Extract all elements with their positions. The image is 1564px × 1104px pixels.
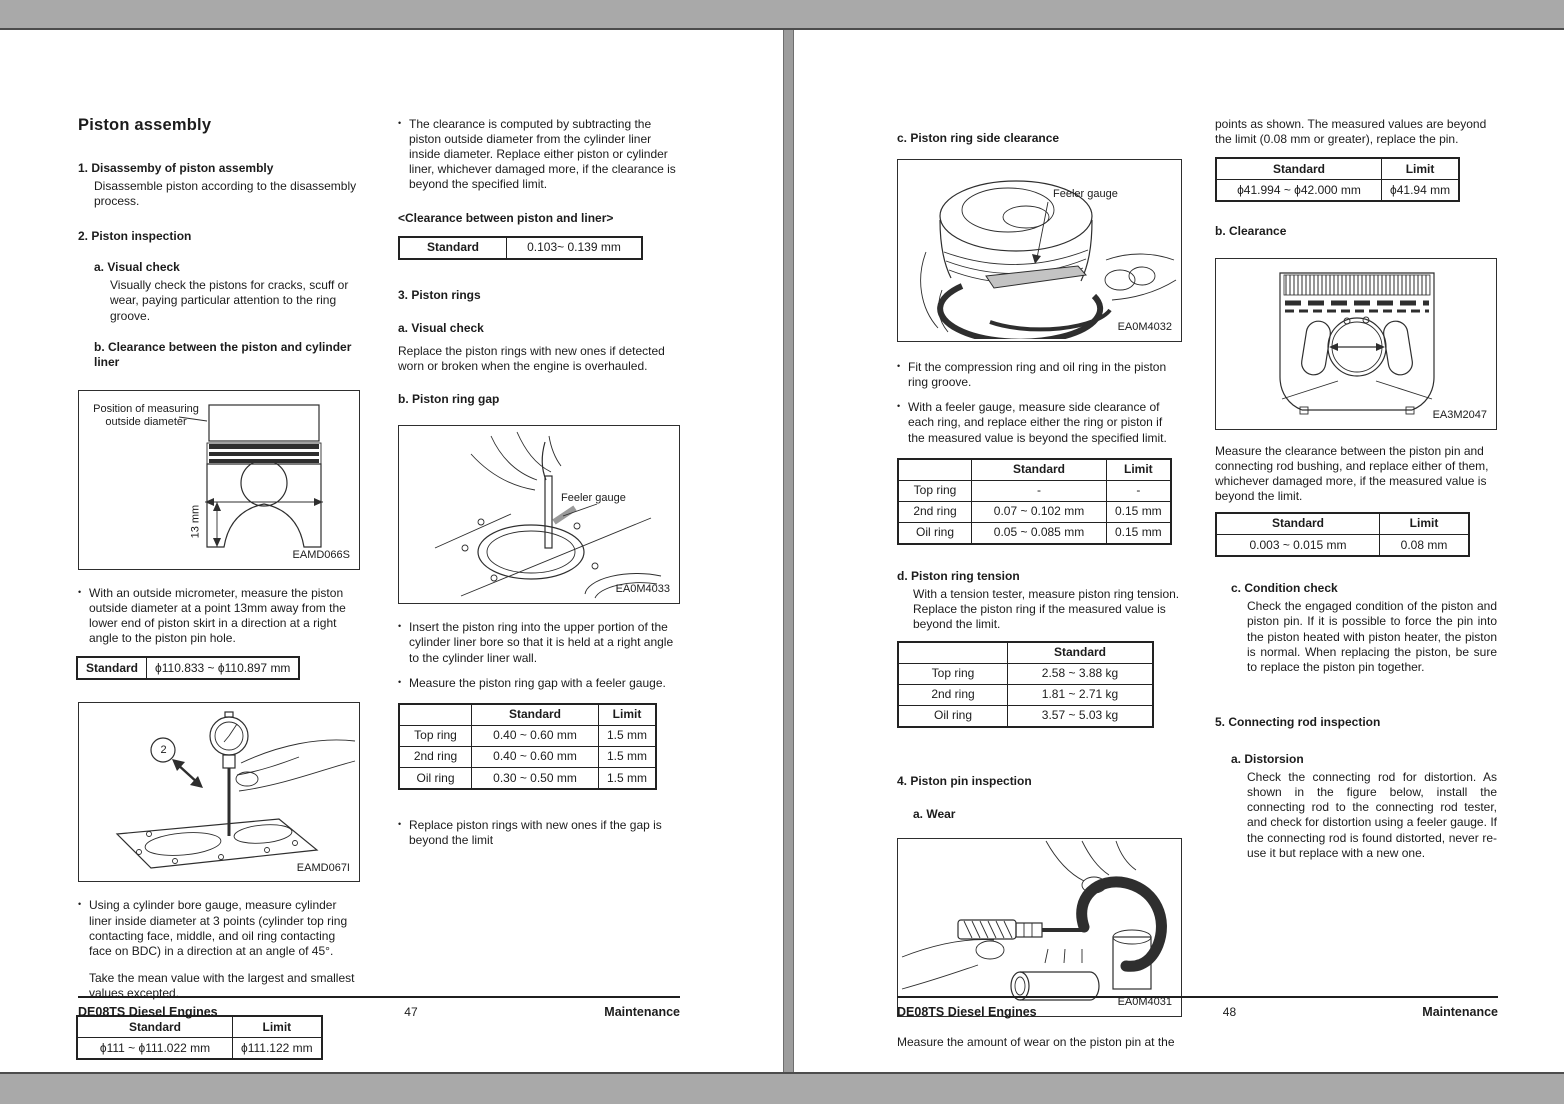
paragraph-points-as-shown: points as shown. The measured values are beyond the limit (0.08 mm or greater), replace the pin.	[1215, 117, 1487, 147]
footer-book-title: DE08TS Diesel Engines	[897, 1005, 1037, 1019]
figure-code: EA0M4032	[1117, 321, 1172, 334]
top-chrome	[0, 0, 1564, 30]
table-value: 0.07 ~ 0.102 mm	[972, 501, 1107, 522]
section-c2-body: Check the engaged condition of the piston and piston pin. If it is possible to force the pin into the piston heated with piston heater, the piston is normal. When replacing the piston, be sure to replace the piston pin together.	[1247, 599, 1497, 674]
table-value: ϕ111.122 mm	[233, 1038, 322, 1060]
section-3a-body: Replace the piston rings with new ones if detected worn or broken when the engine is overhauled.	[398, 343, 665, 374]
table-value: 1.5 mm	[599, 725, 657, 746]
row-label: 2nd ring	[898, 684, 1008, 705]
table-value: 2.58 ~ 3.88 kg	[1008, 663, 1154, 684]
figure-annotation: Feeler gauge	[1053, 188, 1118, 201]
table-header-standard: Standard	[472, 704, 599, 726]
section-5-heading: 5. Connecting rod inspection	[1215, 714, 1381, 729]
bullet-replace-rings: • Replace piston rings with new ones if the gap is beyond the limit	[398, 818, 680, 848]
figure-code: EAMD066S	[292, 549, 350, 562]
piston-feeler-drawing	[898, 160, 1181, 339]
dimension-label: 13 mm	[189, 504, 202, 539]
page-footer	[897, 996, 1498, 1019]
row-label: Top ring	[399, 725, 472, 746]
callout-number: 2	[160, 744, 167, 757]
table-value: 0.15 mm	[1107, 522, 1171, 544]
section-5a-heading: a. Distorsion	[1231, 751, 1304, 766]
figure-code: EA0M4033	[615, 583, 670, 596]
table-value: 0.40 ~ 0.60 mm	[472, 725, 599, 746]
page-footer	[78, 996, 680, 1019]
paragraph-pin-bushing-clearance: Measure the clearance between the piston pin and connecting rod bushing, and replace either of them, whichever damaged more, if the measured value is beyond the limit.	[1215, 443, 1489, 503]
footer-book-title: DE08TS Diesel Engines	[78, 1005, 218, 1019]
table-header-standard: Standard	[399, 237, 507, 259]
row-label: 2nd ring	[898, 501, 972, 522]
bullet-outside-micrometer: • With an outside micrometer, measure the piston outside diameter at a point 13mm away from the lower end of piston skirt in a direction at a right angle to the piston pin hole.	[78, 586, 360, 646]
micrometer-drawing	[898, 839, 1181, 1014]
figure-code: EA0M4031	[1117, 996, 1172, 1009]
paragraph-mean-value: Take the mean value with the largest and smallest values excepted.	[89, 970, 355, 1000]
table-value: -	[972, 480, 1107, 501]
right-column-1	[897, 117, 1182, 1058]
section-2a-body: Visually check the pistons for cracks, scuff or wear, paying particular attention to the ring groove.	[110, 278, 349, 323]
footer-page-number: 48	[1222, 1005, 1237, 1019]
piston-section-drawing	[1216, 259, 1496, 427]
table-header-limit: Limit	[599, 704, 657, 726]
section-3b-heading: b. Piston ring gap	[398, 392, 500, 407]
section-4-heading: 4. Piston pin inspection	[897, 773, 1032, 788]
bullet-feeler-side-clearance: • With a feeler gauge, measure side clearance of each ring, and replace either the ring or piston if the measured value is beyond the specified limit.	[897, 400, 1182, 445]
feeler-gauge-bore-drawing	[399, 426, 679, 601]
bullet-insert-ring: • Insert the piston ring into the upper portion of the cylinder liner bore so that it is held at a right angle to the cylinder liner wall.	[398, 620, 680, 665]
page-title: Piston assembly	[78, 116, 212, 134]
page-right	[794, 30, 1564, 1072]
row-label: 2nd ring	[399, 746, 472, 767]
ring-gap-table	[398, 703, 657, 790]
section-3-heading: 3. Piston rings	[398, 287, 481, 302]
side-clearance-table	[897, 458, 1172, 545]
row-label: Oil ring	[898, 522, 972, 544]
section-c-heading: c. Piston ring side clearance	[897, 131, 1060, 145]
section-3a-heading: a. Visual check	[398, 320, 484, 335]
footer-section: Maintenance	[604, 1005, 680, 1019]
section-5a-body: Check the connecting rod for distortion. As shown in the figure below, install the connecting rod to the connecting rod tester, and check for distortion using a feeler gauge. If the connecting rod is found distorted, never re-use it but replace with a new one.	[1247, 770, 1497, 860]
page-left	[0, 30, 783, 1072]
table-value: 0.05 ~ 0.085 mm	[972, 522, 1107, 544]
bullet-fit-rings: • Fit the compression ring and oil ring in the piston ring groove.	[897, 360, 1182, 390]
pin-wear-table	[1215, 157, 1460, 202]
table-header-standard: Standard	[1008, 642, 1154, 664]
table-value: 1.5 mm	[599, 746, 657, 767]
bore-gauge-drawing	[79, 703, 359, 879]
table-header-standard: Standard	[77, 657, 147, 679]
ring-tension-table	[897, 641, 1154, 728]
section-b-heading: b. Clearance	[1215, 224, 1287, 239]
table-value: 0.08 mm	[1380, 535, 1470, 557]
table-value: ϕ111 ~ ϕ111.022 mm	[77, 1038, 233, 1060]
pin-clearance-table	[1215, 512, 1470, 557]
table-header-standard: Standard	[77, 1016, 233, 1038]
section-1-body: Disassemble piston according to the disassembly process.	[94, 178, 357, 208]
right-column-2	[1215, 117, 1497, 863]
table-value: 0.103~ 0.139 mm	[507, 237, 643, 259]
section-1-heading: 1. Disassemby of piston assembly	[78, 160, 274, 175]
figure-code: EA3M2047	[1432, 408, 1487, 421]
table-header-standard: Standard	[1216, 158, 1382, 180]
figure-piston-ring-gap	[398, 425, 680, 604]
table-value: ϕ41.94 mm	[1382, 180, 1460, 202]
table-value: 0.15 mm	[1107, 501, 1171, 522]
page-divider	[783, 30, 794, 1072]
row-label: Top ring	[898, 663, 1008, 684]
table-header-limit: Limit	[1382, 158, 1460, 180]
piston-od-standard-table	[76, 656, 300, 680]
subheading-clearance: <Clearance between piston and liner>	[398, 210, 614, 225]
table-header-limit: Limit	[1380, 513, 1470, 535]
figure-pin-clearance	[1215, 258, 1497, 430]
figure-piston-od-measuring	[78, 390, 360, 570]
piston-liner-clearance-table	[398, 236, 643, 260]
table-value: -	[1107, 480, 1171, 501]
table-value: 1.81 ~ 2.71 kg	[1008, 684, 1154, 705]
figure-cylinder-bore-gauge	[78, 702, 360, 882]
left-column-2	[398, 117, 680, 858]
section-c2-heading: c. Condition check	[1231, 581, 1338, 596]
table-value: 0.003 ~ 0.015 mm	[1216, 535, 1380, 557]
bullet-measure-gap: • Measure the piston ring gap with a feeler gauge.	[398, 676, 680, 691]
row-label: Oil ring	[399, 768, 472, 790]
row-label: Top ring	[898, 480, 972, 501]
table-header-standard: Standard	[1216, 513, 1380, 535]
table-value: 0.40 ~ 0.60 mm	[472, 746, 599, 767]
table-value: 3.57 ~ 5.03 kg	[1008, 705, 1154, 727]
figure-annotation: Position of measuring outside diameter	[93, 402, 199, 429]
figure-annotation: Feeler gauge	[561, 492, 626, 505]
page-spread	[0, 30, 1564, 1072]
table-header-limit: Limit	[1107, 459, 1171, 481]
figure-ring-side-clearance	[897, 159, 1182, 342]
table-value: ϕ110.833 ~ ϕ110.897 mm	[147, 657, 300, 679]
left-column-1	[78, 115, 360, 1070]
table-value: 1.5 mm	[599, 768, 657, 790]
section-4a-heading: a. Wear	[913, 807, 956, 822]
section-2a-heading: a. Visual check	[94, 260, 180, 275]
table-value: ϕ41.994 ~ ϕ42.000 mm	[1216, 180, 1382, 202]
section-2b-heading: b. Clearance between the piston and cylinder liner	[94, 339, 352, 369]
bottom-chrome	[0, 1072, 1564, 1104]
section-d-body: With a tension tester, measure piston ring tension. Replace the piston ring if the measured value is beyond the limit.	[913, 587, 1180, 632]
table-header-limit: Limit	[233, 1016, 322, 1038]
table-value: 0.30 ~ 0.50 mm	[472, 768, 599, 790]
footer-section: Maintenance	[1422, 1005, 1498, 1019]
row-label: Oil ring	[898, 705, 1008, 727]
bullet-clearance-computed: • The clearance is computed by subtracting the piston outside diameter from the cylinder liner inside diameter. Replace either piston or cylinder liner, whichever damaged more, if the clearance is beyond the specified limit.	[398, 117, 680, 193]
liner-id-table	[76, 1015, 323, 1060]
paragraph-measure-wear: Measure the amount of wear on the piston pin at the	[897, 1035, 1175, 1050]
section-2-heading: 2. Piston inspection	[78, 229, 192, 244]
figure-code: EAMD067I	[296, 861, 350, 874]
section-d-heading: d. Piston ring tension	[897, 569, 1020, 584]
bullet-cylinder-bore-gauge: • Using a cylinder bore gauge, measure cylinder liner inside diameter at 3 points (cylinder top ring contacting face, middle, and oil ring contacting face on BDC) in a direction at an angle of 45°.	[78, 898, 360, 958]
figure-piston-pin-wear	[897, 838, 1182, 1017]
table-header-standard: Standard	[972, 459, 1107, 481]
footer-page-number: 47	[404, 1005, 418, 1019]
